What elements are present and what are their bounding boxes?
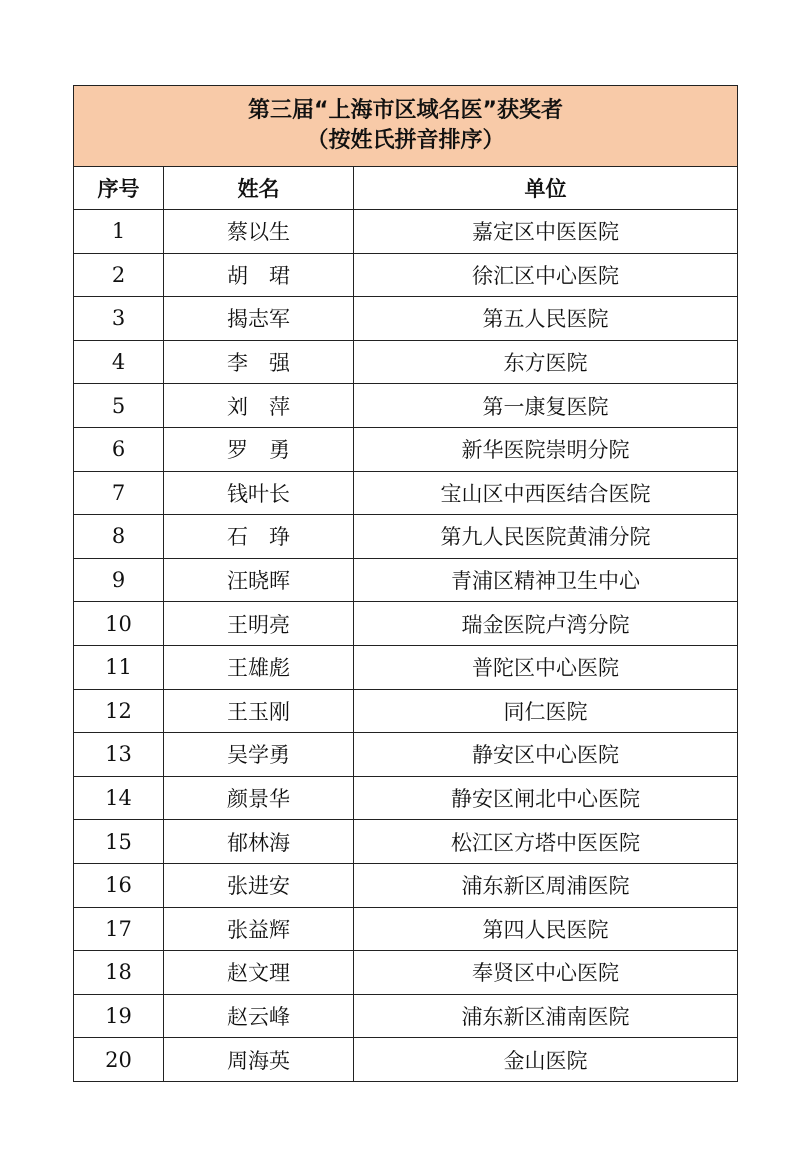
- table-row: [74, 994, 738, 1038]
- table-row: [74, 689, 738, 733]
- cell-unit: 奉贤区中心医院: [354, 951, 738, 995]
- table-body: [74, 210, 738, 1082]
- table-row: [74, 1038, 738, 1082]
- table-row: [74, 733, 738, 777]
- table-row: [74, 384, 738, 428]
- cell-no: 4: [74, 340, 164, 384]
- cell-no: 6: [74, 427, 164, 471]
- cell-no: 19: [74, 994, 164, 1038]
- cell-unit: 宝山区中西医结合医院: [354, 471, 738, 515]
- cell-no: 5: [74, 384, 164, 428]
- table-row: [74, 776, 738, 820]
- header-name: 姓名: [164, 167, 354, 210]
- cell-unit: 徐汇区中心医院: [354, 253, 738, 297]
- table-row: [74, 471, 738, 515]
- cell-no: 17: [74, 907, 164, 951]
- cell-name: 周海英: [164, 1038, 354, 1082]
- cell-unit: 浦东新区周浦医院: [354, 863, 738, 907]
- table-title: [74, 86, 738, 167]
- cell-name: 石 琤: [164, 515, 354, 559]
- cell-name: 赵云峰: [164, 994, 354, 1038]
- cell-unit: 嘉定区中医医院: [354, 210, 738, 254]
- table-row: [74, 602, 738, 646]
- header-no: 序号: [74, 167, 164, 210]
- table-row: [74, 427, 738, 471]
- cell-no: 9: [74, 558, 164, 602]
- cell-unit: 新华医院崇明分院: [354, 427, 738, 471]
- cell-name: 赵文理: [164, 951, 354, 995]
- cell-name: 揭志军: [164, 297, 354, 341]
- title-main: 第三届“上海市区域名医”获奖者: [248, 98, 563, 123]
- cell-unit: 静安区中心医院: [354, 733, 738, 777]
- cell-unit: 第九人民医院黄浦分院: [354, 515, 738, 559]
- cell-no: 7: [74, 471, 164, 515]
- header-unit: 单位: [354, 167, 738, 210]
- table-row: [74, 907, 738, 951]
- table-row: [74, 340, 738, 384]
- cell-no: 15: [74, 820, 164, 864]
- cell-no: 14: [74, 776, 164, 820]
- table-row: [74, 515, 738, 559]
- cell-name: 汪晓晖: [164, 558, 354, 602]
- table-row: [74, 253, 738, 297]
- cell-no: 18: [74, 951, 164, 995]
- cell-name: 胡 珺: [164, 253, 354, 297]
- cell-no: 13: [74, 733, 164, 777]
- awardee-table: [73, 85, 738, 1082]
- cell-unit: 青浦区精神卫生中心: [354, 558, 738, 602]
- cell-unit: 第四人民医院: [354, 907, 738, 951]
- cell-name: 王玉刚: [164, 689, 354, 733]
- cell-no: 10: [74, 602, 164, 646]
- cell-unit: 松江区方塔中医医院: [354, 820, 738, 864]
- cell-name: 郁林海: [164, 820, 354, 864]
- cell-no: 16: [74, 863, 164, 907]
- cell-no: 11: [74, 645, 164, 689]
- cell-no: 2: [74, 253, 164, 297]
- cell-name: 刘 萍: [164, 384, 354, 428]
- cell-unit: 静安区闸北中心医院: [354, 776, 738, 820]
- cell-unit: 瑞金医院卢湾分院: [354, 602, 738, 646]
- cell-no: 3: [74, 297, 164, 341]
- table-row: [74, 951, 738, 995]
- table-row: [74, 820, 738, 864]
- table-row: [74, 210, 738, 254]
- cell-no: 8: [74, 515, 164, 559]
- title-row: [74, 86, 738, 167]
- cell-unit: 第一康复医院: [354, 384, 738, 428]
- table-row: [74, 558, 738, 602]
- cell-name: 张进安: [164, 863, 354, 907]
- title-sub: （按姓氏拼音排序）: [306, 128, 505, 153]
- cell-name: 罗 勇: [164, 427, 354, 471]
- cell-unit: 普陀区中心医院: [354, 645, 738, 689]
- cell-name: 蔡以生: [164, 210, 354, 254]
- cell-unit: 同仁医院: [354, 689, 738, 733]
- cell-name: 王雄彪: [164, 645, 354, 689]
- cell-name: 钱叶长: [164, 471, 354, 515]
- cell-name: 吴学勇: [164, 733, 354, 777]
- cell-no: 20: [74, 1038, 164, 1082]
- awardee-table-container: [73, 85, 737, 1082]
- table-row: [74, 297, 738, 341]
- cell-no: 12: [74, 689, 164, 733]
- cell-name: 李 强: [164, 340, 354, 384]
- header-row: [74, 167, 738, 210]
- cell-name: 颜景华: [164, 776, 354, 820]
- cell-unit: 浦东新区浦南医院: [354, 994, 738, 1038]
- cell-name: 王明亮: [164, 602, 354, 646]
- cell-unit: 东方医院: [354, 340, 738, 384]
- table-row: [74, 863, 738, 907]
- cell-no: 1: [74, 210, 164, 254]
- cell-name: 张益辉: [164, 907, 354, 951]
- table-row: [74, 645, 738, 689]
- cell-unit: 第五人民医院: [354, 297, 738, 341]
- cell-unit: 金山医院: [354, 1038, 738, 1082]
